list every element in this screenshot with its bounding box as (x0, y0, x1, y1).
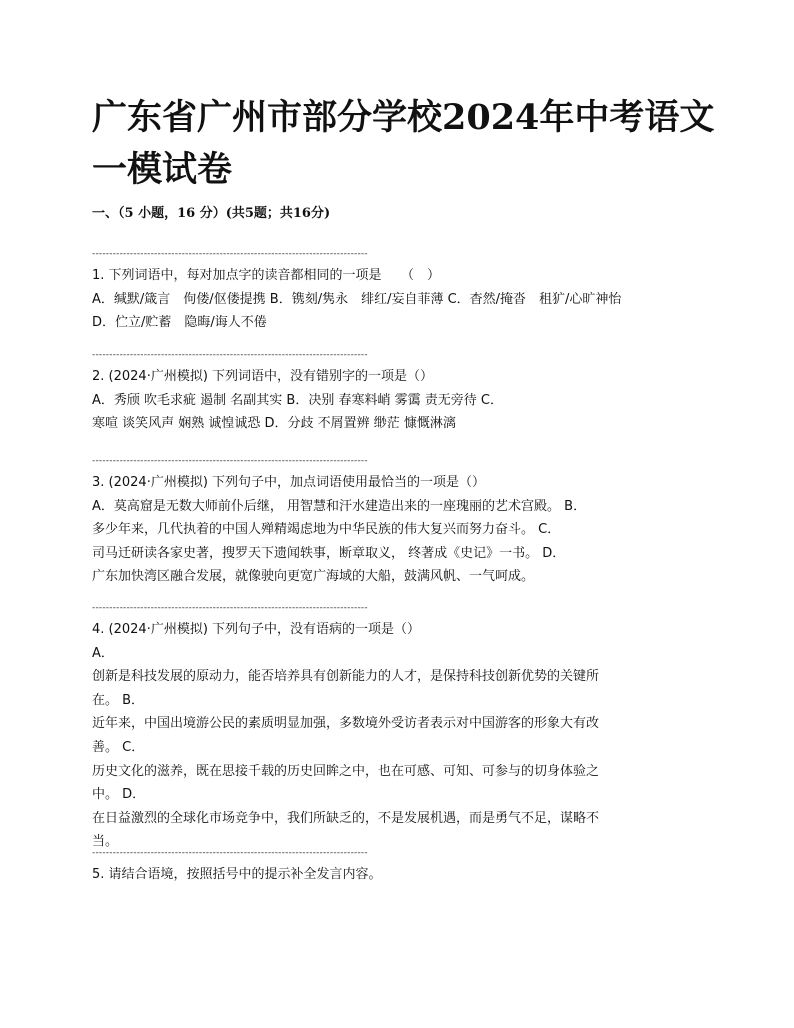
question-5 (92, 848, 704, 887)
question-3-line: A．莫高窟是无数大师前仆后继， 用智慧和汗水建造出来的一座瑰丽的艺术宫殿。 B． (92, 498, 587, 514)
question-4-line: 在日益激烈的全球化市场竞争中，我们所缺乏的，不是发展机遇，而是勇气不足，谋略不 (92, 810, 600, 826)
question-3-stem: 3. (2024·广州模拟) 下列句子中，加点词语使用最恰当的一项是（） (92, 475, 486, 490)
question-3-line: 广东加快湾区融合发展，就像驶向更宽广海域的大船，鼓满风帆、一气呵成。 (92, 569, 535, 585)
question-2-line: 寒喧 谈笑风声 娴熟 诚惶诚恐 D．分歧 不屑置辨 缈茫 慷慨淋漓 (92, 416, 456, 432)
question-1-stem: 1. 下列词语中，每对加点字的读音都相同的一项是 （ ） (92, 268, 441, 283)
question-4-line: 创新是科技发展的原动力，能否培养具有创新能力的人才，是保持科技创新优势的关键所 (92, 669, 600, 685)
question-1-line: D．伫立/贮蓄 隐晦/诲人不倦 (92, 315, 267, 331)
question-4-line: 善。 C． (92, 739, 145, 755)
question-4-line: 中。 D． (92, 787, 146, 803)
question-4-line: 在。 B． (92, 692, 145, 708)
question-5-stem: 5. 请结合语境，按照括号中的提示补全发言内容。 (92, 867, 382, 882)
section-header: 一、（5 小题，16 分）(共5题；共16分) (92, 206, 331, 221)
question-3-line: 多少年来，几代执着的中国人殚精竭虑地为中华民族的伟大复兴而努力奋斗。 C． (92, 522, 561, 538)
separator-line: -------------------------------------------------------------------------------- (92, 249, 368, 259)
separator-line: -------------------------------------------------------------------------------- (92, 350, 368, 360)
question-2 (92, 350, 704, 436)
question-4-stem: 4. (2024·广州模拟) 下列句子中，没有语病的一项是（） (92, 622, 421, 637)
question-4-line: 历史文化的滋养，既在思接千载的历史回眸之中，也在可感、可知、可参与的切身体验之 (92, 763, 600, 779)
question-4-line: 当。 (92, 834, 119, 850)
question-2-stem: 2. (2024·广州模拟) 下列词语中，没有错别字的一项是（） (92, 369, 434, 384)
separator-line: -------------------------------------------------------------------------------- (92, 603, 368, 613)
page-title: 广东省广州市部分学校2024年中考语文一模试卷 (92, 97, 715, 190)
question-4-line: A． (92, 645, 114, 661)
question-2-line: A．秀颀 吹毛求疵 遏制 名副其实 B．决别 春寒料峭 雾霭 责无旁待 C． (92, 392, 503, 408)
separator-line: -------------------------------------------------------------------------------- (92, 848, 368, 858)
question-3 (92, 456, 704, 589)
question-4-line: 近年来，中国出境游公民的素质明显加强，多数境外受访者表示对中国游客的形象大有改 (92, 716, 600, 732)
question-4 (92, 603, 704, 854)
question-3-line: 司马迁研读各家史著，搜罗天下遗闻轶事，断章取义， 终著成《史记》一书。 D． (92, 545, 566, 561)
question-1 (92, 249, 704, 335)
separator-line: -------------------------------------------------------------------------------- (92, 456, 368, 466)
question-1-line: A．缄默/箴言 佝偻/伛偻提携 B．镌刻/隽永 绯红/妄自菲薄 C．杳然/掩沓 租犷/心旷神怡 (92, 291, 622, 307)
